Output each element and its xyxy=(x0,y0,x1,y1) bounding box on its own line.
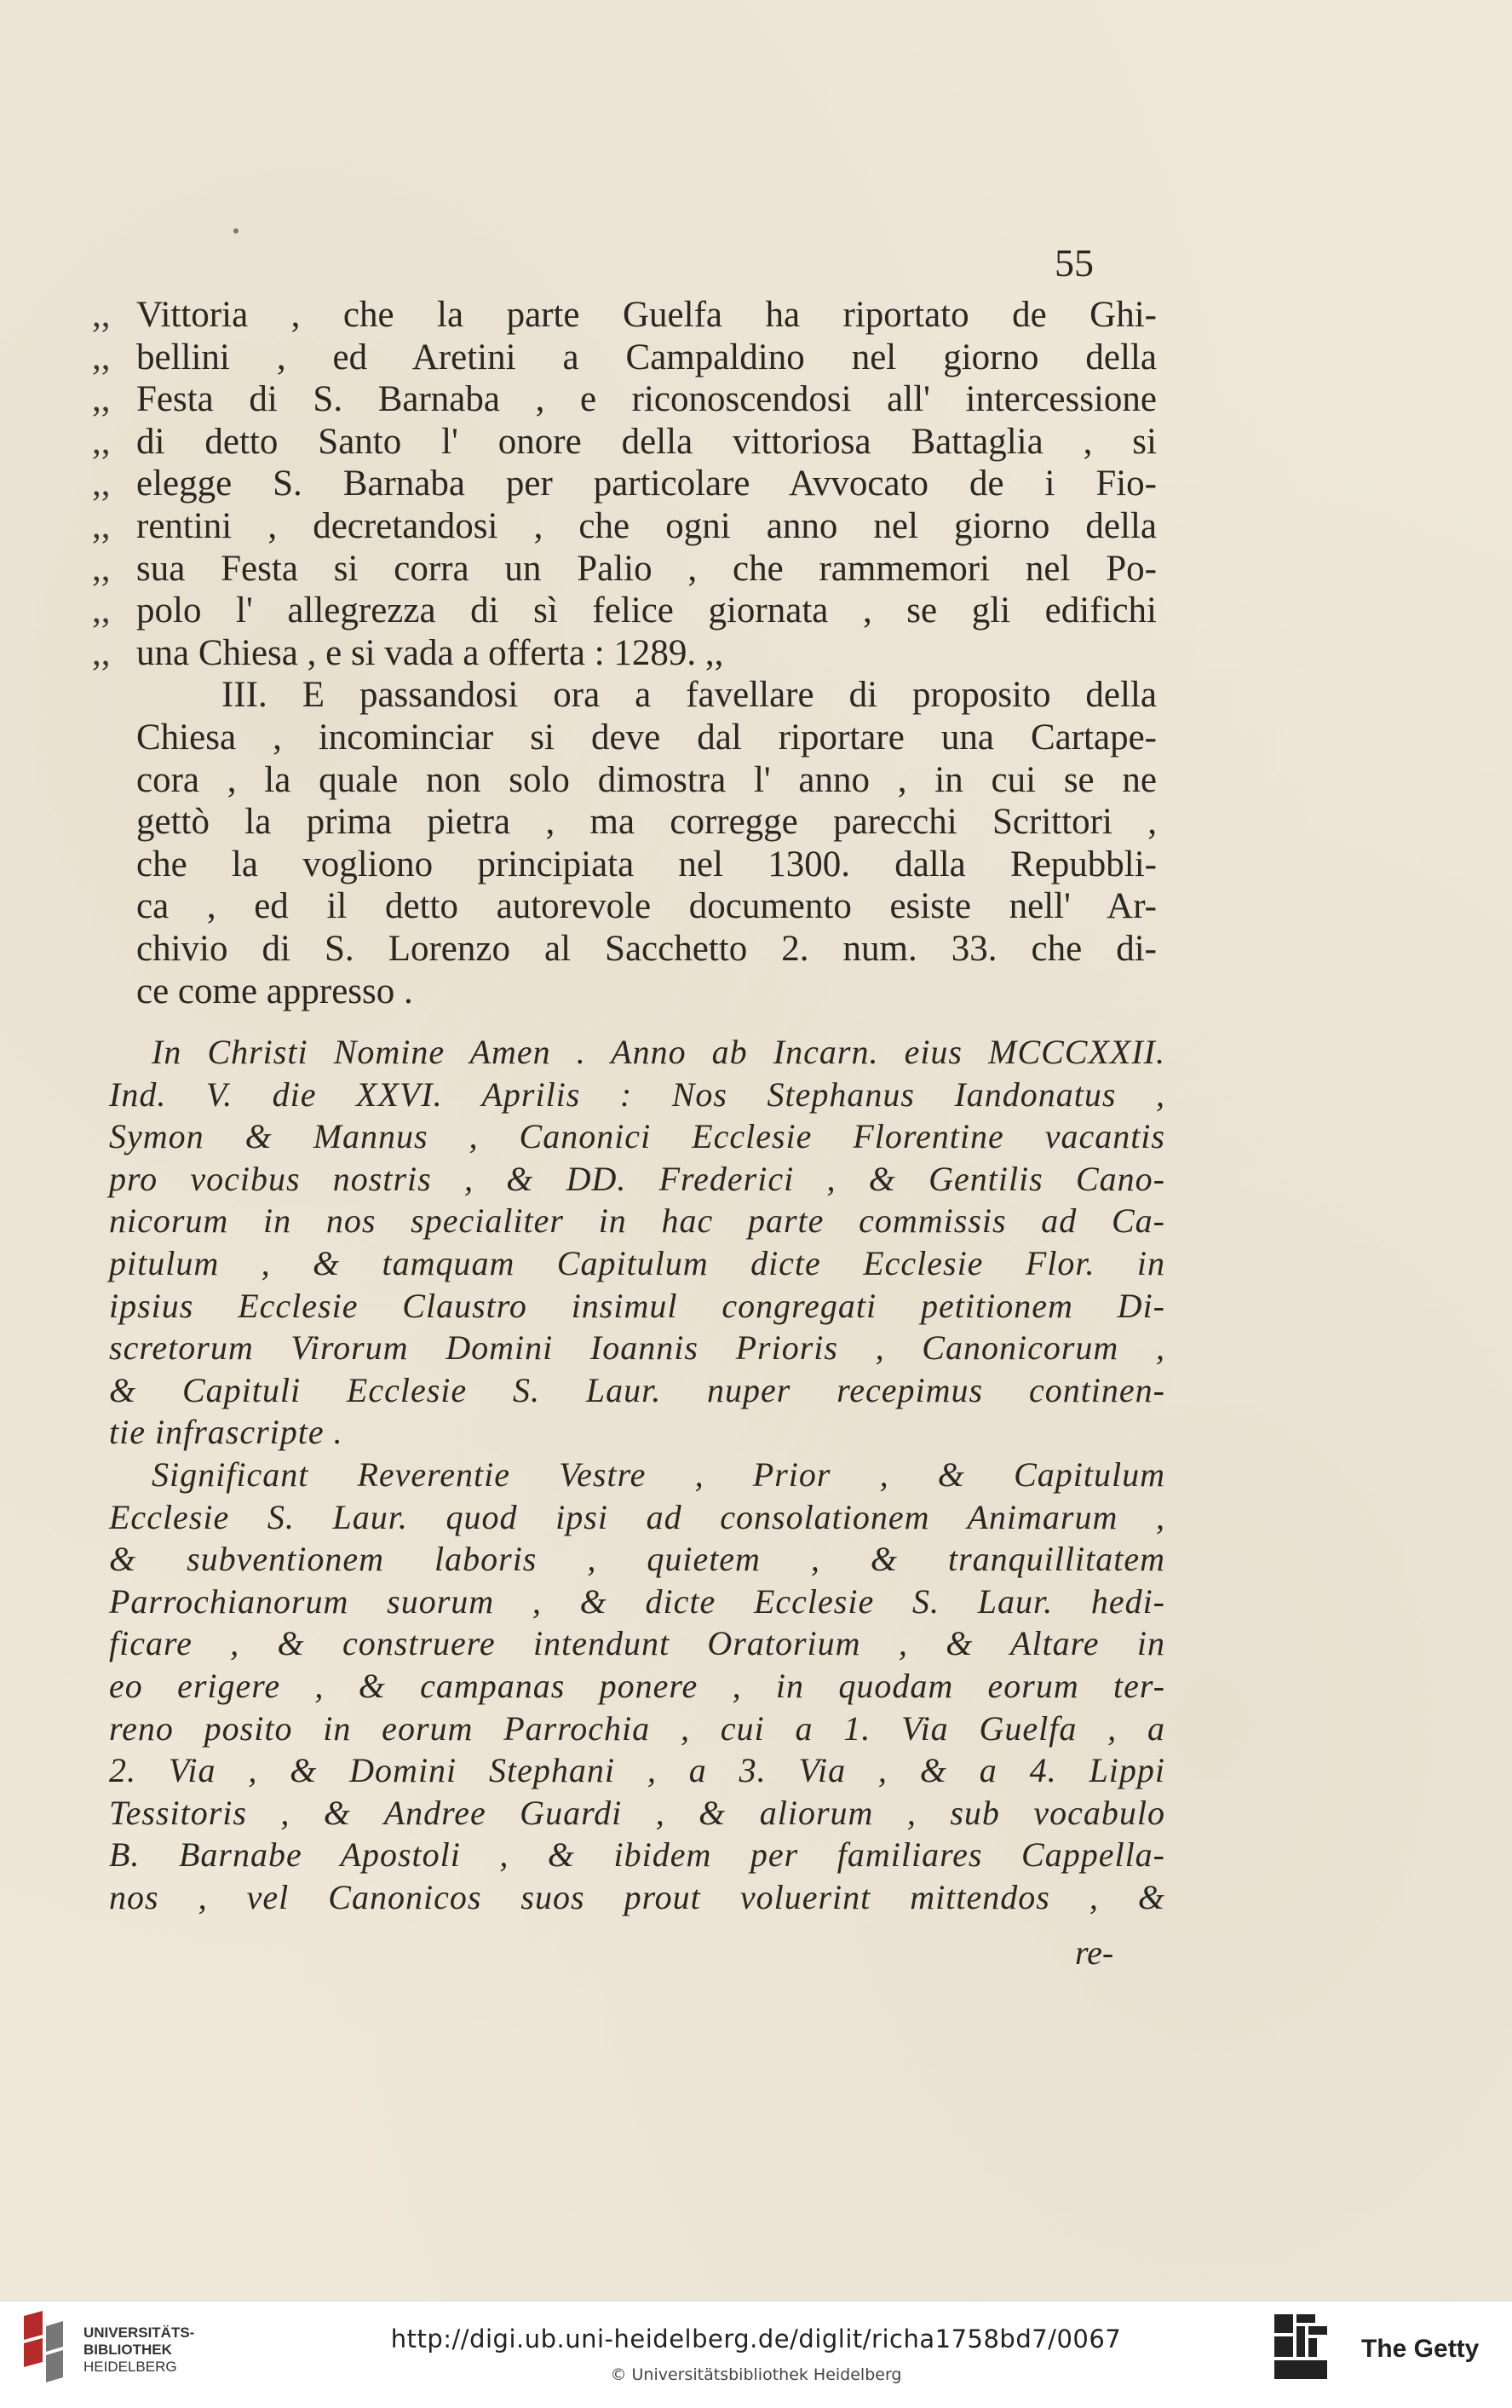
line-text: una Chiesa , e si vada a offerta : 1289. ,, xyxy=(136,632,724,673)
line-text: & subventionem laboris , quietem , & tranquillitatem xyxy=(109,1540,1165,1579)
line-text: III. E passandosi ora a favellare di proposito della xyxy=(221,675,1157,716)
line-text: chivio di S. Lorenzo al Sacchetto 2. num. 33. che di- xyxy=(136,928,1157,969)
line-text: B. Barnabe Apostoli , & ibidem per familiares Cappella- xyxy=(109,1835,1165,1875)
line-text: nos , vel Canonicos suos prout voluerint mittendos , & xyxy=(109,1877,1165,1916)
quote-mark: ,, xyxy=(92,590,111,631)
line-text: Ecclesie S. Laur. quod ipsi ad consolationem Animarum , xyxy=(109,1497,1165,1536)
line-text: eo erigere , & campanas ponere , in quodam eorum ter- xyxy=(109,1666,1165,1705)
copyright-notice: © Universitätsbibliothek Heidelberg xyxy=(610,2365,902,2384)
line-text: sua Festa si corra un Palio , che rammemori nel Po- xyxy=(136,548,1157,589)
document-line xyxy=(109,1411,1165,1454)
quote-mark: ,, xyxy=(92,379,111,420)
line-text: nicorum in nos specialiter in hac parte commissis ad Ca- xyxy=(109,1201,1165,1241)
text-line xyxy=(92,421,1157,464)
line-text: 2. Via , & Domini Stephani , a 3. Via , & a 4. Lippi xyxy=(109,1751,1165,1790)
line-text: Chiesa , incominciar si deve dal riportare una Cartape- xyxy=(136,717,1157,758)
quote-mark xyxy=(92,674,136,717)
text-line xyxy=(92,759,1157,802)
document-line xyxy=(109,1454,1165,1496)
line-text: Symon & Mannus , Canonici Ecclesie Florentine vacantis xyxy=(109,1117,1165,1156)
document-line xyxy=(109,1876,1165,1919)
document-line xyxy=(109,1749,1165,1792)
catchword: re- xyxy=(1075,1933,1114,1972)
quote-mark xyxy=(92,928,136,971)
quote-mark: ,, xyxy=(92,337,111,377)
line-text: elegge S. Barnaba per particolare Avvocato de i Fio- xyxy=(136,464,1157,504)
line-text: cora , la quale non solo dimostra l' anno , in cui se ne xyxy=(136,759,1157,800)
text-line xyxy=(92,548,1157,590)
document-line xyxy=(109,1622,1165,1665)
document-line xyxy=(109,1115,1165,1158)
document-line xyxy=(109,1200,1165,1242)
institution-line-1: UNIVERSITÄTS- xyxy=(83,2324,195,2341)
line-text: tie infrascripte . xyxy=(109,1413,343,1452)
line-text: Festa di S. Barnaba , e riconoscendosi all' intercessione xyxy=(136,379,1157,420)
text-line xyxy=(92,294,1157,337)
line-text: Ind. V. die XXVI. Aprilis : Nos Stephanus Iandonatus , xyxy=(109,1074,1165,1114)
line-text: & Capituli Ecclesie S. Laur. nuper recepimus continen- xyxy=(109,1370,1165,1409)
line-text: gettò la prima pietra , ma corregge parecchi Scrittori , xyxy=(136,802,1157,843)
ink-speck xyxy=(233,228,239,233)
document-line xyxy=(109,1285,1165,1328)
text-line xyxy=(92,928,1157,971)
quote-mark: ,, xyxy=(92,632,111,673)
document-line xyxy=(109,1708,1165,1750)
line-text: che la vogliono principiata nel 1300. dalla Repubbli- xyxy=(136,844,1157,884)
quote-mark: ,, xyxy=(92,548,111,589)
quote-mark xyxy=(92,885,136,928)
line-text: scretorum Virorum Domini Ioannis Prioris , Canonicorum , xyxy=(109,1328,1165,1368)
text-line xyxy=(92,971,1157,1013)
document-line xyxy=(109,1665,1165,1708)
permalink-url[interactable]: http://digi.ub.uni-heidelberg.de/diglit/richa1758bd7/0067 xyxy=(390,2324,1122,2353)
quote-mark: ,, xyxy=(92,464,111,504)
quote-mark: ,, xyxy=(92,421,111,462)
document-line xyxy=(109,1792,1165,1835)
line-text: pro vocibus nostris , & DD. Frederici , & Gentilis Cano- xyxy=(109,1159,1165,1198)
line-text: rentini , decretandosi , che ogni anno nel giorno della xyxy=(136,505,1157,546)
document-line xyxy=(109,1496,1165,1539)
line-text: bellini , ed Aretini a Campaldino nel giorno della xyxy=(136,337,1157,377)
text-line xyxy=(92,674,1157,717)
partner-name: The Getty xyxy=(1361,2335,1480,2363)
quote-mark xyxy=(92,717,136,759)
body-text-roman xyxy=(92,294,1157,1012)
getty-logo-icon xyxy=(1271,2311,1336,2382)
quote-mark xyxy=(92,844,136,886)
line-text: pitulum , & tamquam Capitulum dicte Ecclesie Flor. in xyxy=(109,1243,1165,1282)
line-text: ipsius Ecclesie Claustro insimul congregati petitionem Di- xyxy=(109,1286,1165,1325)
document-line xyxy=(109,1242,1165,1285)
line-text: reno posito in eorum Parrochia , cui a 1. Via Guelfa , a xyxy=(109,1708,1165,1748)
document-line xyxy=(109,1158,1165,1201)
quote-mark xyxy=(92,801,136,844)
body-text-italic-document xyxy=(109,1031,1165,1918)
line-text: di detto Santo l' onore della vittoriosa Battaglia , si xyxy=(136,421,1157,462)
document-line xyxy=(109,1369,1165,1412)
text-line xyxy=(92,505,1157,548)
text-line xyxy=(92,337,1157,379)
text-line xyxy=(92,885,1157,928)
document-line xyxy=(109,1834,1165,1876)
text-line xyxy=(92,632,1157,675)
line-text: ce come appresso . xyxy=(136,971,413,1011)
quote-mark: ,, xyxy=(92,295,111,335)
line-text: ca , ed il detto autorevole documento esiste nell' Ar- xyxy=(136,886,1157,927)
line-text: Tessitoris , & Andree Guardi , & aliorum , sub vocabulo xyxy=(109,1793,1165,1832)
institution-line-2: BIBLIOTHEK xyxy=(83,2342,172,2358)
line-text: Parrochianorum suorum , & dicte Ecclesie S. Laur. hedi- xyxy=(109,1581,1165,1621)
quote-mark: ,, xyxy=(92,505,111,546)
document-line xyxy=(109,1581,1165,1623)
page-number: 55 xyxy=(1055,241,1094,285)
text-line xyxy=(92,463,1157,505)
quote-mark xyxy=(92,759,136,802)
document-line xyxy=(109,1031,1165,1074)
text-line xyxy=(92,717,1157,759)
text-line xyxy=(92,844,1157,886)
line-text: ficare , & construere intendunt Oratorium , & Altare in xyxy=(109,1624,1165,1663)
institution-line-3: HEIDELBERG xyxy=(83,2359,177,2375)
line-text: Significant Reverentie Vestre , Prior , & Capitulum xyxy=(152,1455,1165,1494)
text-line xyxy=(92,590,1157,632)
document-line xyxy=(109,1538,1165,1581)
line-text: Vittoria , che la parte Guelfa ha riportato de Ghi- xyxy=(136,295,1157,335)
line-text: In Christi Nomine Amen . Anno ab Incarn. eius MCCCXXII. xyxy=(152,1033,1165,1071)
document-line xyxy=(109,1327,1165,1369)
text-line xyxy=(92,801,1157,844)
line-text: polo l' allegrezza di sì felice giornata , se gli edifichi xyxy=(136,590,1157,631)
text-line xyxy=(92,378,1157,421)
quote-mark xyxy=(92,971,136,1013)
document-line xyxy=(109,1074,1165,1116)
